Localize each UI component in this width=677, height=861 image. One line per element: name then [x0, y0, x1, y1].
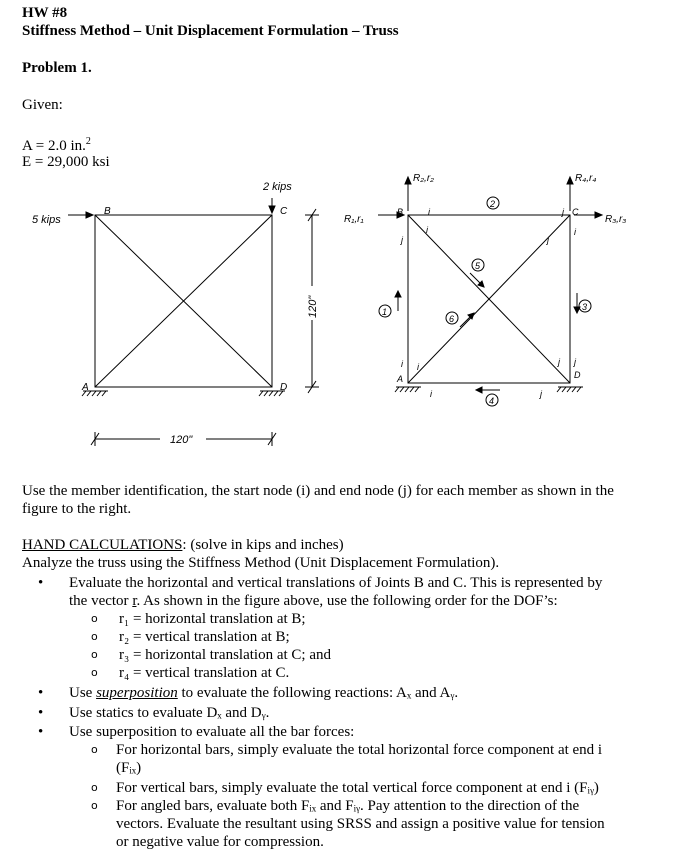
dof-text-3: r₃ = horizontal translation at C; and [119, 647, 331, 663]
node-c-label: C [572, 207, 579, 217]
load-2kips: 2 kips [263, 181, 292, 193]
label-j-m1: j [401, 235, 403, 245]
label-j-m2: j [562, 207, 564, 217]
given-area [22, 136, 91, 155]
dof-text-2: r₂ = vertical translation at B; [119, 629, 290, 645]
label-j-m3: j [574, 357, 576, 367]
bullet-3-text: Use statics to evaluate Dₓ and Dᵧ. [69, 705, 270, 721]
label-i-m1: i [401, 359, 403, 369]
arrow-member-4-icon [476, 387, 500, 393]
given-area-text: A = 2.0 in. [22, 138, 86, 154]
member-2-number: 2 [490, 199, 496, 209]
truss-figure-dof [340, 165, 670, 410]
intro-paragraph: Use the member identification, the start node (i) and end node (j) for each member as shown in the figure to the right. [22, 483, 614, 517]
dof-item-2: o r₂ = vertical translation at B; [91, 628, 651, 646]
label-j-m6: j [547, 235, 549, 245]
dof-item-1: o r₁ = horizontal translation at B; [91, 610, 651, 628]
superposition-emphasis: superposition [96, 685, 178, 701]
arrow-member-3-icon [574, 293, 580, 313]
r2-label: R₂,r₂ [413, 173, 434, 184]
bar-force-item-2: o For vertical bars, simply evaluate the total vertical force component at end i (Fᵢᵧ) [91, 779, 651, 797]
dof-item-3: o r₃ = horizontal translation at C; and [91, 646, 651, 664]
label-j-m5: j [558, 357, 560, 367]
bar-force-item-3: o For angled bars, evaluate both Fᵢₓ and Fᵢᵧ. Pay attention to the direction of the vectors. Evaluate the resultant using SRSS and assign a positive value for tension or negative value for compression. [91, 797, 651, 851]
r4-label: R₄,r₄ [575, 173, 597, 184]
bullet-1-line-2 [69, 592, 649, 610]
support-a-icon [395, 387, 421, 392]
dim-vertical-label: 120" [307, 295, 319, 318]
arrow-r4-icon [567, 177, 573, 211]
node-a-label: A [82, 382, 89, 393]
hw-number: HW #8 [22, 5, 68, 21]
arrow-2kips-icon [269, 198, 275, 213]
r3-label: R₃,r₃ [605, 214, 627, 225]
bullet-1-post: . As shown in the figure above, use the following order for the DOF’s: [136, 593, 558, 609]
node-d-label: D [574, 370, 581, 380]
bullet-1-pre: the vector [69, 593, 133, 609]
member-6-number: 6 [449, 314, 455, 324]
arrow-member-6-icon [460, 313, 474, 327]
member-1-number: 1 [382, 307, 388, 317]
member-3-number: 3 [582, 302, 588, 312]
arrow-member-1-icon [395, 291, 401, 311]
bullet-3: • Use statics to evaluate Dₓ and Dᵧ. [38, 704, 648, 722]
dof-text-4: r₄ = vertical translation at C. [119, 665, 290, 681]
arrow-member-5-icon [470, 273, 484, 287]
bullet-2-post: to evaluate the following reactions: Aₓ and Aᵧ. [177, 685, 459, 701]
bar-force-3-line-2: vectors. Evaluate the resultant using SRSS and assign a positive value for tension [116, 816, 605, 832]
bullet-2-pre: Use [69, 685, 97, 701]
node-d-label: D [280, 382, 288, 393]
label-i-m6: i [417, 362, 419, 372]
label-i-m3: i [574, 227, 576, 237]
bar-force-1-line-1: For horizontal bars, simply evaluate the total horizontal force component at end i [116, 742, 603, 758]
bullet-2: • Use superposition to evaluate the following reactions: Aₓ and Aᵧ. [38, 685, 459, 701]
arrow-r2-icon [405, 177, 411, 211]
bar-force-1-line-2: (Fᵢₓ) [116, 760, 142, 776]
member-5-number: 5 [475, 261, 481, 271]
given-label: Given: [22, 97, 63, 113]
part-a-heading-rest: : (solve in kips and inches) [182, 537, 344, 553]
page-title: Stiffness Method – Unit Displacement Formulation – Truss [22, 23, 399, 39]
bar-force-item-1: o For horizontal bars, simply evaluate the total horizontal force component at end i (Fᵢₓ) [91, 741, 651, 777]
node-c-label: C [280, 206, 288, 217]
bullet-4-text: Use superposition to evaluate all the bar forces: [69, 724, 355, 740]
given-area-sup: 2 [85, 136, 91, 147]
label-j-m4: j [540, 389, 542, 399]
node-b-label: B [104, 206, 111, 217]
part-a-heading-underlined: HAND CALCULATIONS [22, 537, 183, 553]
analyze-instruction: Analyze the truss using the Stiffness Method (Unit Displacement Formulation). [22, 555, 500, 571]
r1-label: R₁,r₁ [344, 214, 364, 225]
node-a-label: A [397, 374, 404, 384]
member-4-number: 4 [489, 396, 495, 406]
problem-heading: Problem 1. [22, 60, 92, 76]
given-modulus: E = 29,000 ksi [22, 154, 110, 170]
bullet-1-line-1: Evaluate the horizontal and vertical translations of Joints B and C. This is represented by [69, 575, 603, 591]
label-i-m4: i [430, 389, 432, 399]
bar-force-3-line-3: or negative value for compression. [116, 834, 324, 850]
dim-horizontal-label: 120" [170, 434, 193, 446]
part-a-heading [22, 537, 344, 554]
support-d-icon [557, 387, 583, 392]
arrow-5kips-icon [68, 212, 93, 218]
truss-figure-loads [20, 170, 330, 460]
bar-force-3-line-1: For angled bars, evaluate both Fᵢₓ and Fᵢᵧ. Pay attention to the direction of the [116, 798, 580, 814]
label-i-m2: i [428, 207, 430, 217]
dof-item-4: o r₄ = vertical translation at C. [91, 664, 651, 682]
bullet-4: • Use superposition to evaluate all the bar forces: [38, 723, 648, 741]
dof-text-1: r₁ = horizontal translation at B; [119, 611, 306, 627]
node-b-label: B [397, 207, 404, 217]
vector-r: r [132, 593, 137, 609]
bullet-1: • Evaluate the horizontal and vertical translations of Joints B and C. This is represented by the vector r. As shown in the figure above, use the following order for the DOF’s: [38, 574, 648, 610]
label-i-m5: i [426, 225, 428, 235]
load-5kips: 5 kips [32, 214, 61, 226]
bar-force-2-text: For vertical bars, simply evaluate the total vertical force component at end i (Fᵢᵧ) [116, 780, 599, 796]
